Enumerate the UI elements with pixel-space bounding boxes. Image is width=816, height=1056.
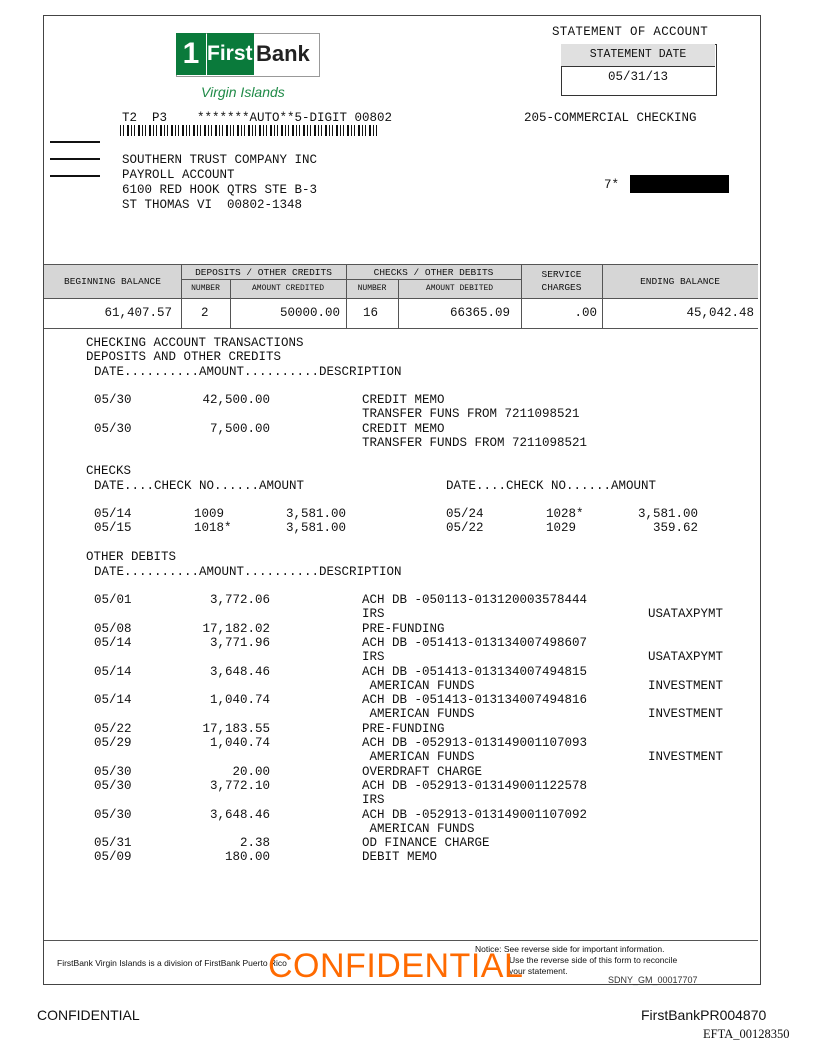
ending-balance-value: 45,042.48 [686, 306, 754, 320]
check-date: 05/14 [94, 507, 132, 521]
grid-line [44, 264, 758, 265]
debit-desc: ACH DB -052913-013149001122578 [362, 779, 588, 793]
debit-date: 05/08 [94, 622, 132, 636]
logo-subtitle: Virgin Islands [201, 84, 285, 100]
bates-small: SDNY_GM_00017707 [608, 975, 698, 985]
deposit-number-label: NUMBER [191, 284, 220, 293]
amount-debited-label: AMOUNT DEBITED [425, 284, 494, 293]
debit-amount: 2.38 [239, 836, 270, 850]
debit-tag: INVESTMENT [648, 750, 724, 764]
rule-mark [50, 158, 100, 160]
debit-date: 05/01 [94, 593, 132, 607]
check-number-label: NUMBER [357, 284, 387, 293]
check-amount: 359.62 [652, 521, 698, 535]
statement-date-label: STATEMENT DATE [561, 44, 715, 67]
debit-desc: OD FINANCE CHARGE [362, 836, 490, 850]
debit-date: 05/31 [94, 836, 132, 850]
grid-line [44, 328, 758, 329]
debit-date: 05/30 [94, 779, 132, 793]
debit-desc: ACH DB -051413-013134007498607 [362, 636, 588, 650]
debit-amount: 1,040.74 [209, 736, 270, 750]
debit-desc: AMERICAN FUNDS [362, 822, 475, 836]
statement-date: 05/31/13 [607, 70, 668, 84]
debit-date: 05/29 [94, 736, 132, 750]
rule-mark [50, 141, 100, 143]
statement-title: STATEMENT OF ACCOUNT [552, 25, 709, 39]
checks-header-right: DATE....CHECK NO......AMOUNT [446, 479, 657, 493]
deposits-header: DATE..........AMOUNT..........DESCRIPTION [94, 365, 402, 379]
debits-title: OTHER DEBITS [86, 550, 177, 564]
debit-desc: AMERICAN FUNDS [362, 707, 475, 721]
check-number: 1028* [546, 507, 584, 521]
debit-desc: PRE-FUNDING [362, 622, 445, 636]
debit-desc: ACH DB -050113-013120003578444 [362, 593, 588, 607]
check-count-value: 16 [363, 306, 379, 320]
beginning-balance-label: BEGINNING BALANCE [64, 276, 161, 287]
page-bates: FirstBankPR004870 [641, 1007, 767, 1023]
debit-amount: 3,771.96 [209, 636, 270, 650]
checks-label: CHECKS / OTHER DEBITS [373, 267, 494, 278]
amount-debited-value: 66365.09 [449, 306, 510, 320]
debit-tag: USATAXPYMT [648, 607, 724, 621]
beginning-balance-value: 61,407.57 [104, 306, 172, 320]
deposit-date: 05/30 [94, 393, 132, 407]
debit-date: 05/09 [94, 850, 132, 864]
account-code: 7* [604, 178, 620, 192]
efta-number: EFTA_00128350 [703, 1027, 790, 1041]
route-line: T2 P3 *******AUTO**5-DIGIT 00802 [122, 111, 393, 125]
postal-barcode [120, 125, 378, 136]
charges-label: CHARGES [541, 282, 582, 293]
addressee-name: SOUTHERN TRUST COMPANY INC [122, 153, 318, 167]
debit-desc: IRS [362, 607, 385, 621]
address-city: ST THOMAS VI 00802-1348 [122, 198, 303, 212]
debit-date: 05/14 [94, 665, 132, 679]
check-amount: 3,581.00 [637, 507, 698, 521]
account-type: 205-COMMERCIAL CHECKING [524, 111, 697, 125]
debit-amount: 1,040.74 [209, 693, 270, 707]
debit-date: 05/22 [94, 722, 132, 736]
deposit-count-value: 2 [201, 306, 209, 320]
footer-rule [44, 940, 758, 941]
debit-desc: ACH DB -052913-013149001107092 [362, 808, 588, 822]
check-date: 05/22 [446, 521, 484, 535]
check-number: 1018* [194, 521, 232, 535]
logo-bank: Bank [256, 41, 310, 66]
debit-amount: 180.00 [224, 850, 270, 864]
amount-credited-value: 50000.00 [279, 306, 340, 320]
debit-desc: IRS [362, 650, 385, 664]
debit-amount: 3,772.06 [209, 593, 270, 607]
check-amount: 3,581.00 [285, 521, 346, 535]
ending-balance-label: ENDING BALANCE [640, 276, 720, 287]
amount-credited-label: AMOUNT CREDITED [251, 284, 324, 293]
debit-desc: AMERICAN FUNDS [362, 679, 475, 693]
check-date: 05/15 [94, 521, 132, 535]
addressee-account: PAYROLL ACCOUNT [122, 168, 235, 182]
deposit-desc: TRANSFER FUNDS FROM 7211098521 [362, 436, 588, 450]
deposit-desc: CREDIT MEMO [362, 393, 445, 407]
check-number: 1029 [546, 521, 577, 535]
deposit-amount: 42,500.00 [202, 393, 270, 407]
check-amount: 3,581.00 [285, 507, 346, 521]
logo-first: First [207, 33, 254, 75]
grid-line [181, 279, 521, 280]
redaction-bar [630, 175, 729, 193]
debit-amount: 17,183.55 [202, 722, 270, 736]
division-note: FirstBank Virgin Islands is a division of FirstBank Puerto Rico [57, 958, 287, 968]
grid-line [44, 298, 758, 299]
notice-line: Use the reverse side of this form to reconcile [509, 955, 678, 965]
debit-amount: 20.00 [232, 765, 270, 779]
address-street: 6100 RED HOOK QTRS STE B-3 [122, 183, 318, 197]
rule-mark [50, 175, 100, 177]
deposit-desc: CREDIT MEMO [362, 422, 445, 436]
checks-header-left: DATE....CHECK NO......AMOUNT [94, 479, 305, 493]
debit-desc: AMERICAN FUNDS [362, 750, 475, 764]
debit-amount: 3,648.46 [209, 665, 270, 679]
debit-amount: 3,772.10 [209, 779, 270, 793]
debit-tag: INVESTMENT [648, 707, 724, 721]
check-date: 05/24 [446, 507, 484, 521]
debit-desc: ACH DB -052913-013149001107093 [362, 736, 588, 750]
logo-mark: 1 [176, 33, 206, 75]
notice-line: Notice: See reverse side for important information. [475, 944, 665, 954]
debit-desc: ACH DB -051413-013134007494816 [362, 693, 588, 707]
deposit-desc: TRANSFER FUNS FROM 7211098521 [362, 407, 580, 421]
deposits-label: DEPOSITS / OTHER CREDITS [195, 267, 332, 278]
notice-line: your statement. [509, 966, 568, 976]
deposit-date: 05/30 [94, 422, 132, 436]
debit-desc: DEBIT MEMO [362, 850, 438, 864]
debits-header: DATE..........AMOUNT..........DESCRIPTION [94, 565, 402, 579]
confidential-stamp: CONFIDENTIAL [268, 947, 524, 985]
debit-desc: ACH DB -051413-013134007494815 [362, 665, 588, 679]
debit-amount: 3,648.46 [209, 808, 270, 822]
debit-date: 05/30 [94, 808, 132, 822]
check-number: 1009 [194, 507, 225, 521]
debit-date: 05/14 [94, 693, 132, 707]
debit-amount: 17,182.02 [202, 622, 270, 636]
transactions-title: CHECKING ACCOUNT TRANSACTIONS [86, 336, 304, 350]
page-confidential: CONFIDENTIAL [37, 1007, 140, 1023]
deposit-amount: 7,500.00 [209, 422, 270, 436]
deposits-title: DEPOSITS AND OTHER CREDITS [86, 350, 282, 364]
debit-desc: PRE-FUNDING [362, 722, 445, 736]
debit-date: 05/30 [94, 765, 132, 779]
service-charges-value: .00 [574, 306, 597, 320]
checks-title: CHECKS [86, 464, 132, 478]
debit-date: 05/14 [94, 636, 132, 650]
debit-tag: USATAXPYMT [648, 650, 724, 664]
service-label: SERVICE [541, 269, 582, 280]
debit-desc: IRS [362, 793, 385, 807]
debit-desc: OVERDRAFT CHARGE [362, 765, 483, 779]
debit-tag: INVESTMENT [648, 679, 724, 693]
